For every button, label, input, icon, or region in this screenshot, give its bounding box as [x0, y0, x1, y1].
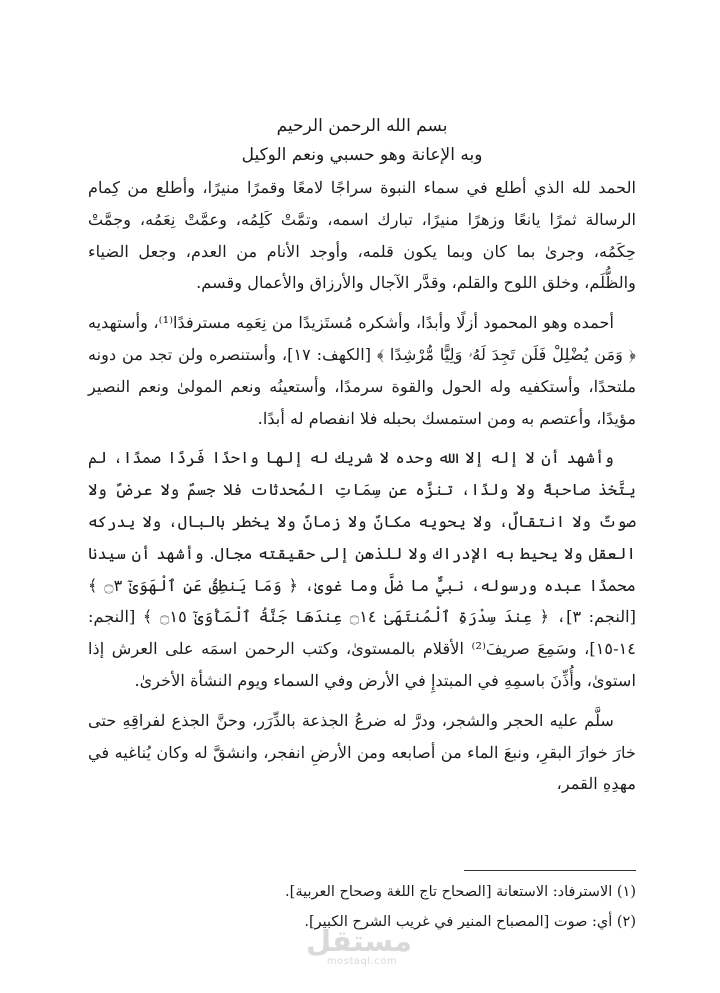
paragraph: سلَّم عليه الحجر والشجر، ودرَّ له ضرعُ الجذعة بالدِّرَر، وحنَّ الجذع لفراقِهِ حتى خارَ خوارَ البقرِ، ونبعَ الماء من أصابعه ومن الأرضِ انفجر، وانشقَّ له وكان يُناغيه في مهدِهِ القمر،	[88, 710, 636, 794]
footnote-separator	[464, 870, 636, 871]
watermark-logo	[305, 924, 412, 968]
paragraph: الحمد لله الذي أطلع في سماء النبوة سراجًا لامعًا وقمرًا منيرًا، وأطلع من كِمام الرسالة ثمرًا يانعًا وزهرًا منيرًا، تبارك اسمه، وتمَّتْ كَلِمُه، وعمَّتْ نِعَمُه، وجمَّتْ حِكَمُه، وجرىٰ بما كان وبما يكون قلمه، وأوجد الأنام من العدم، وجعل الضياء والظُّلَم، وخلق اللوح والقلم، وقدَّر الآجال والأرزاق والأعمال وقسم.	[88, 178, 636, 293]
basmala-heading: بسم الله الرحمن الرحيم	[276, 116, 448, 136]
watermark-name: مستقل	[305, 924, 412, 958]
invocation-heading: وبه الإعانة وهو حسبي ونعم الوكيل	[241, 145, 483, 165]
paragraph: وأشهد أن لا إله إلا الله وحده لا شريك له إلها واحدًا فَردًا صمدًا، لم يتَّخذ صاحبةً ولا ولدًا، تنزَّه عن سِمَاتِ المُحدثات فلا جسمٌ ولا عرضٌ ولا صوتٌ ولا انتقالٌ، ولا يحويه مكانٌ ولا زمانٌ ولا يخطر بالبال، ولا يدركه العقل ولا يحيط به الإدراك ولا للذهن إلى حقيقته مجال. وأشهد أن سيدنا محمدًا عبده ورسوله، نبيٌّ ما ضلَّ وما غوىٰ، ﴿ وَمَا يَنطِقُ عَنِ ٱلْهَوَىٰٓ ۝٣ ﴾ [النجم: ٣]، ﴿ عِندَ سِدْرَةِ ٱلْمُنتَهَىٰ ۝١٤ عِندَهَا جَنَّةُ ٱلْمَأْوَىٰٓ ۝١٥ ﴾ [النجم: ١٤-١٥]، وسَمِعَ صريفَ⁽²⁾ الأقلام بالمستوىٰ، وكتب الرحمن اسمَه على العرش إذا استوىٰ، وأُذِّنَ باسمِهِ في المبتدإِ في الأرض وفي السماء ويوم النشأة الأخرىٰ.	[88, 448, 636, 690]
watermark-site: mostaql.com	[326, 956, 398, 967]
footnote: (١) الاسترفاد: الاستعانة [الصحاح تاج اللغة وصحاح العربية].	[285, 884, 636, 900]
document-body	[88, 105, 636, 808]
paragraph: أحمده وهو المحمود أزلًا وأبدًا، وأشكره مُستَزيدًا من نِعَمِه مسترفدًا⁽¹⁾، وأستهديه ﴿ وَمَن يُضْلِلْ فَلَن تَجِدَ لَهُۥ وَلِيًّا مُّرْشِدًا ﴾ [الكهف: ١٧]، وأستنصره ولن تجد من دونه ملتحدًا، وأستكفيه وله الحول والقوة سرمدًا، وأستعينُه ونعم المولىٰ ونعم النصير مؤيدًا، وأعتصم به ومن استمسك بحبله فلا انفصام له أبدًا.	[88, 313, 636, 428]
footnote: (٢) أي: صوت [المصباح المنير في غريب الشرح الكبير].	[304, 914, 636, 930]
